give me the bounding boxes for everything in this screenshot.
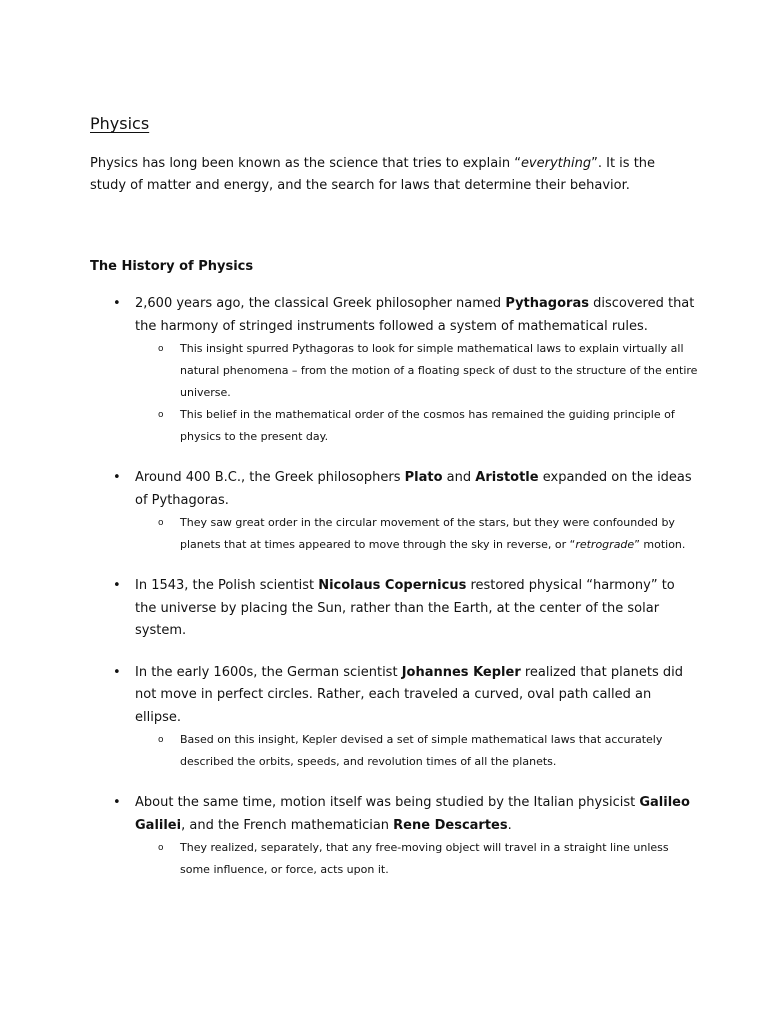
list-item-kepler: • In the early 1600s, the German scientist Johannes Kepler realized that planets did not move in perfect circles. Rather, each traveled a curved, oval path called an ellipse. o Based on this insight, Kepler devised a set of simple mathematical laws that accurately described the orbits, speeds, and revolution times of all the planets. [0,662,768,774]
bullet-icon: • [113,795,121,810]
page-title: Physics [90,114,150,133]
sub-bullet-icon: o [158,518,164,528]
bold-name: Plato [404,470,443,485]
list-item-pythagoras: • 2,600 years ago, the classical Greek philosopher named Pythagoras discovered that the harmony of stringed instruments followed a system of mathematical rules. o This insight spurred Pythagoras to look for simple mathematical laws to explain virtually all natural phenomena – from the motion of a floating speck of dust to the structure of the entire universe. o This belief in the mathematical order of the cosmos has remained the guiding principle of physics to the present day. [0,293,768,448]
bold-name: Aristotle [475,470,539,485]
history-list [0,293,768,900]
intro-paragraph: Physics has long been known as the science that tries to explain “everything”. It is the study of matter and energy, and the search for laws that determine their behavior. [90,156,656,193]
sub-bullet-icon: o [158,843,164,853]
sub-list [135,512,698,556]
bold-name: Pythagoras [505,296,589,311]
sub-item: o Based on this insight, Kepler devised a set of simple mathematical laws that accurately described the orbits, speeds, and revolution times of all the planets. [135,729,698,773]
list-item-copernicus: • In 1543, the Polish scientist Nicolaus Copernicus restored physical “harmony” to the universe by placing the Sun, rather than the Earth, at the center of the solar system. [0,575,768,643]
bullet-icon: • [113,470,121,485]
bold-name: Galileo Galilei [135,795,690,833]
bold-name: Johannes Kepler [401,664,521,680]
sub-bullet-icon: o [158,344,164,354]
sub-item: o This belief in the mathematical order of the cosmos has remained the guiding principle of physics to the present day. [135,404,698,448]
section-heading: The History of Physics [90,259,254,274]
list-item-galileo-descartes: • About the same time, motion itself was being studied by the Italian physicist Galileo Galilei, and the French mathematician Rene Descartes. o They realized, separately, that any free-moving object will travel in a straight line unless some influence, or force, acts upon it. [0,792,768,881]
sub-list [135,338,698,448]
sub-bullet-icon: o [158,735,164,745]
bullet-icon: • [113,578,121,593]
sub-item: o This insight spurred Pythagoras to look for simple mathematical laws to explain virtually all natural phenomena – from the motion of a floating speck of dust to the structure of the entire universe. [135,338,698,404]
intro-emphasis: everything [520,156,592,171]
sub-item: o They realized, separately, that any free-moving object will travel in a straight line unless some influence, or force, acts upon it. [135,837,698,881]
sub-item: o They saw great order in the circular movement of the stars, but they were confounded by planets that at times appeared to move through the sky in reverse, or “retrograde” motion. [135,512,698,556]
bold-name: Nicolaus Copernicus [318,578,467,593]
bold-name: Rene Descartes [393,817,508,833]
list-item-plato-aristotle: • Around 400 B.C., the Greek philosophers Plato and Aristotle expanded on the ideas of Pythagoras. o They saw great order in the circular movement of the stars, but they were confounded by planets that at times appeared to move through the sky in reverse, or “retrograde” motion. [0,467,768,556]
bullet-icon: • [113,664,121,680]
sub-bullet-icon: o [158,410,164,420]
sub-list [135,837,698,881]
italic-term: retrograde [575,538,635,551]
bullet-icon: • [113,296,121,311]
sub-list [135,729,698,773]
